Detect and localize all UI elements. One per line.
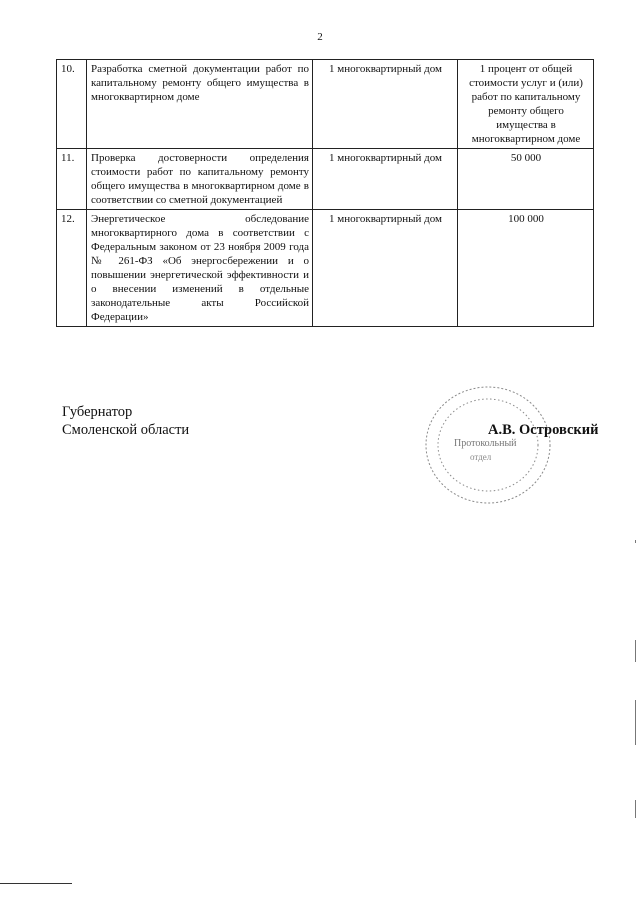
work-description: Энергетическое обследование многоквартирного дома в соответствии с Федеральным законом от 23 ноября 2009 года № 261-ФЗ «Об энергосбережении и о повышении энергетической эффективности и о внесении изменений в отдельные законодательные акты Российской Федерации» <box>87 210 313 327</box>
work-description: Проверка достоверности определения стоимости работ по капитальному ремонту общего имущества в многоквартирном доме в соответствии со сметной документацией <box>87 149 313 210</box>
table-row <box>57 149 594 210</box>
row-number: 10. <box>57 60 87 149</box>
work-object: 1 многоквартирный дом <box>313 149 458 210</box>
row-number: 11. <box>57 149 87 210</box>
table-row <box>57 60 594 149</box>
work-object: 1 многоквартирный дом <box>313 210 458 327</box>
scan-edge-mark <box>635 700 636 745</box>
signatory-title <box>62 403 189 439</box>
scan-edge-mark <box>635 800 636 818</box>
seal-stamp <box>418 380 558 510</box>
scan-edge-mark <box>635 540 636 543</box>
works-table <box>56 59 594 327</box>
signatory-title-line2: Смоленской области <box>62 422 190 438</box>
page-number: 2 <box>317 31 323 43</box>
stamp-text-2: отдел <box>470 452 492 462</box>
work-cost: 50 000 <box>458 149 594 210</box>
table-row <box>57 210 594 327</box>
signatory-title-line1: Губернатор <box>62 404 133 420</box>
work-cost: 100 000 <box>458 210 594 327</box>
work-description: Разработка сметной документации работ по капитальному ремонту общего имущества в многоквартирном доме <box>87 60 313 149</box>
work-cost: 1 процент от общей стоимости услуг и (или) работ по капитальному ремонту общего имущества в многоквартирном доме <box>458 60 594 149</box>
signatory-name: А.В. Островский <box>488 422 599 438</box>
work-object: 1 многоквартирный дом <box>313 60 458 149</box>
row-number: 12. <box>57 210 87 327</box>
scan-edge-mark <box>635 640 636 662</box>
stamp-text-1: Протокольный <box>454 438 517 449</box>
footer-rule <box>0 883 72 884</box>
